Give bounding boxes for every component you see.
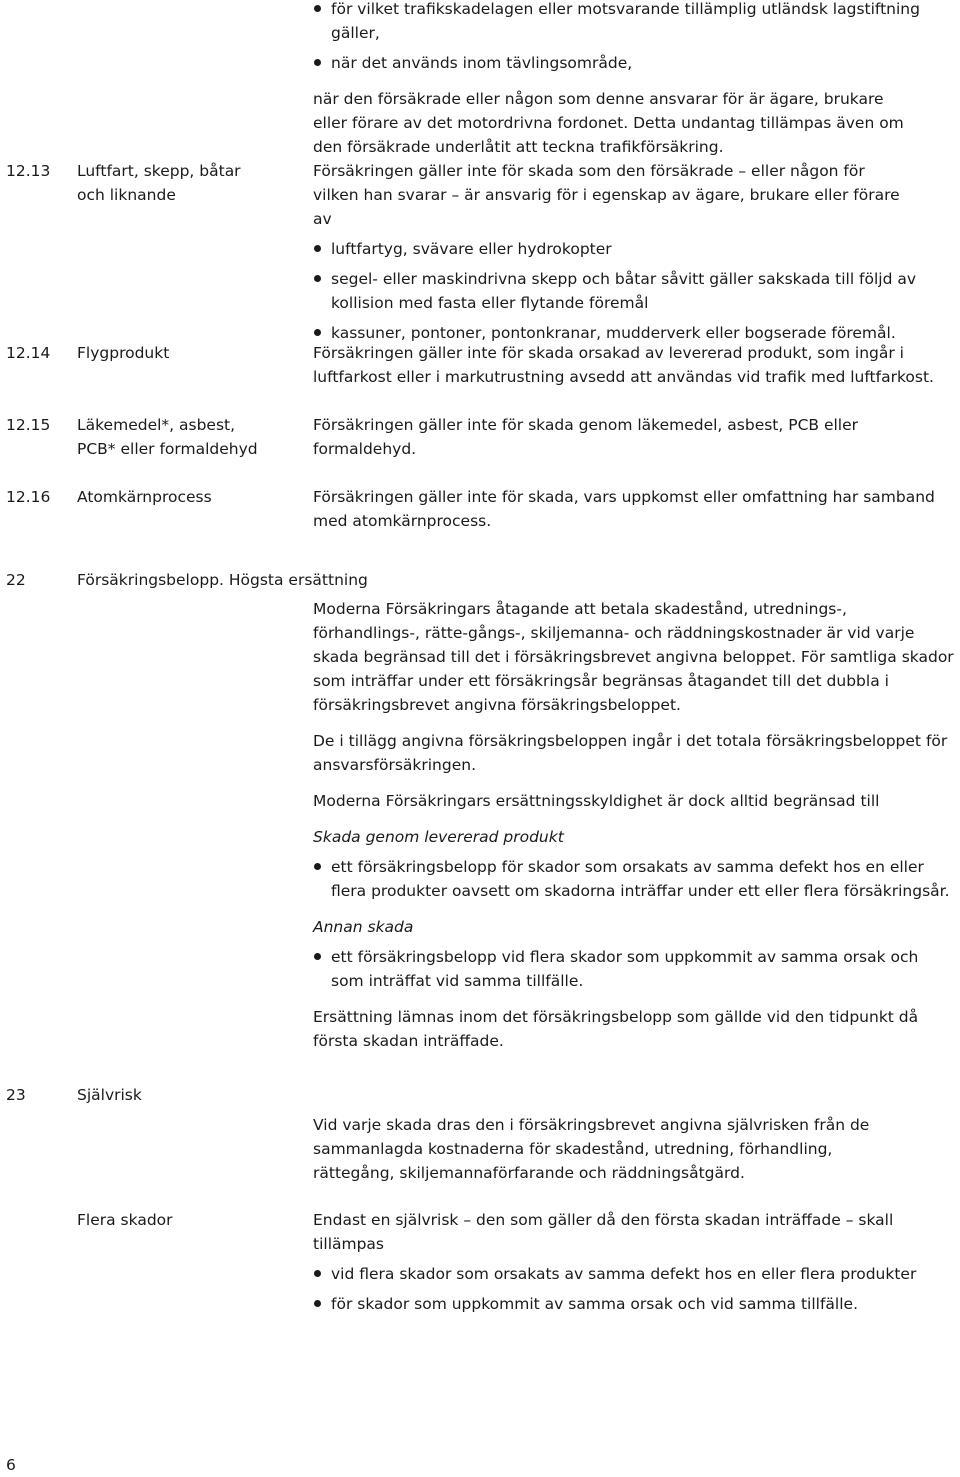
section-number-12-15: 12.15 xyxy=(6,416,51,434)
section-body-12-13 xyxy=(313,159,958,345)
list-item: segel- eller maskindrivna skepp och båtar såvitt gäller sakskada till följd av kollision med fasta eller flytande föremål xyxy=(313,267,921,315)
section-number-22: 22 xyxy=(6,571,26,589)
section-title-22: Försäkringsbelopp. Högsta ersättning xyxy=(77,571,368,589)
paragraph: Endast en självrisk – den som gäller då den första skadan inträffade – skall tillämpas xyxy=(313,1211,894,1253)
list-item: ett försäkringsbelopp för skador som orsakats av samma defekt hos en eller flera produkter oavsett om skadorna inträffar under ett eller flera försäkringsår. xyxy=(313,855,958,903)
section-text-23: Vid varje skada dras den i försäkringsbrevet angivna självrisken från de sammanlagda kostnaderna för skadestånd, utredning, förhandling, rättegång, skiljemannaförfarande och räddningsåtgärd. xyxy=(313,1116,870,1182)
subsection-title-flera-skador: Flera skador xyxy=(77,1211,173,1229)
continuation-block xyxy=(313,0,958,159)
list-item: ett försäkringsbelopp vid flera skador som uppkommit av samma orsak och som inträffat vid samma tillfälle. xyxy=(313,945,951,993)
section-number-23: 23 xyxy=(6,1086,26,1104)
continuation-bullets xyxy=(313,0,958,75)
paragraph: Moderna Försäkringars åtagande att betala skadestånd, utrednings-, förhandlings-, rätte-gångs-, skiljemanna- och räddningskostnader är vid varje skada begränsad till det i försäkringsbrevet angivna beloppet. För samtliga skador som inträffar under ett försäkringsår begränsas åtagandet till det dubbla i försäkringsbrevet angivna försäkringsbeloppet. xyxy=(313,600,954,714)
subsection-bullets xyxy=(313,855,958,903)
list-item: när det används inom tävlingsområde, xyxy=(313,51,958,75)
section-number-12-14: 12.14 xyxy=(6,344,51,362)
section-title-12-13: Luftfart, skepp, båtar och liknande xyxy=(77,162,241,204)
paragraph: Moderna Försäkringars ersättningsskyldighet är dock alltid begränsad till xyxy=(313,792,880,810)
list-item: luftfartyg, svävare eller hydrokopter xyxy=(313,237,958,261)
section-text-12-16: Försäkringen gäller inte för skada, vars uppkomst eller omfattning har samband med atomkärnprocess. xyxy=(313,488,935,530)
subsection-body-flera-skador xyxy=(313,1208,958,1316)
section-title-12-15: Läkemedel*, asbest, PCB* eller formaldehyd xyxy=(77,416,258,458)
page-number: 6 xyxy=(6,1456,16,1474)
list-item: kassuner, pontoner, pontonkranar, mudderverk eller bogserade föremål. xyxy=(313,321,958,345)
list-item: för skador som uppkommit av samma orsak och vid samma tillfälle. xyxy=(313,1292,958,1316)
continuation-paragraph: när den försäkrade eller någon som denne ansvarar för är ägare, brukare eller förare av det motordrivna fordonet. Detta undantag tillämpas även om den försäkrade underlåtit att teckna trafikförsäkring. xyxy=(313,90,904,156)
list-item: för vilket trafikskadelagen eller motsvarande tillämplig utländsk lagstiftning gäller, xyxy=(313,0,958,45)
section-title-12-14: Flygprodukt xyxy=(77,344,170,362)
section-bullets xyxy=(313,237,958,345)
section-text-12-14: Försäkringen gäller inte för skada orsakad av levererad produkt, som ingår i luftfarkost eller i markutrustning avsedd att användas vid trafik med luftfarkost. xyxy=(313,344,934,386)
subsection-bullets xyxy=(313,945,958,993)
subsection-bullets xyxy=(313,1262,958,1316)
section-text-12-15: Försäkringen gäller inte för skada genom läkemedel, asbest, PCB eller formaldehyd. xyxy=(313,416,859,458)
section-number-12-16: 12.16 xyxy=(6,488,51,506)
section-intro: Försäkringen gäller inte för skada som den försäkrade – eller någon för vilken han svarar – är ansvarig för i egenskap av ägare, brukare eller förare av xyxy=(313,162,900,228)
paragraph: Ersättning lämnas inom det försäkringsbelopp som gällde vid den tidpunkt då första skadan inträffade. xyxy=(313,1008,919,1050)
section-title-23: Självrisk xyxy=(77,1086,142,1104)
paragraph: De i tillägg angivna försäkringsbeloppen ingår i det totala försäkringsbeloppet för ansvarsförsäkringen. xyxy=(313,732,948,774)
subheading: Skada genom levererad produkt xyxy=(313,828,564,846)
section-body-22 xyxy=(313,597,958,1053)
list-item: vid flera skador som orsakats av samma defekt hos en eller flera produkter xyxy=(313,1262,958,1286)
section-number-12-13: 12.13 xyxy=(6,162,51,180)
subheading: Annan skada xyxy=(313,918,414,936)
section-title-12-16: Atomkärnprocess xyxy=(77,488,212,506)
